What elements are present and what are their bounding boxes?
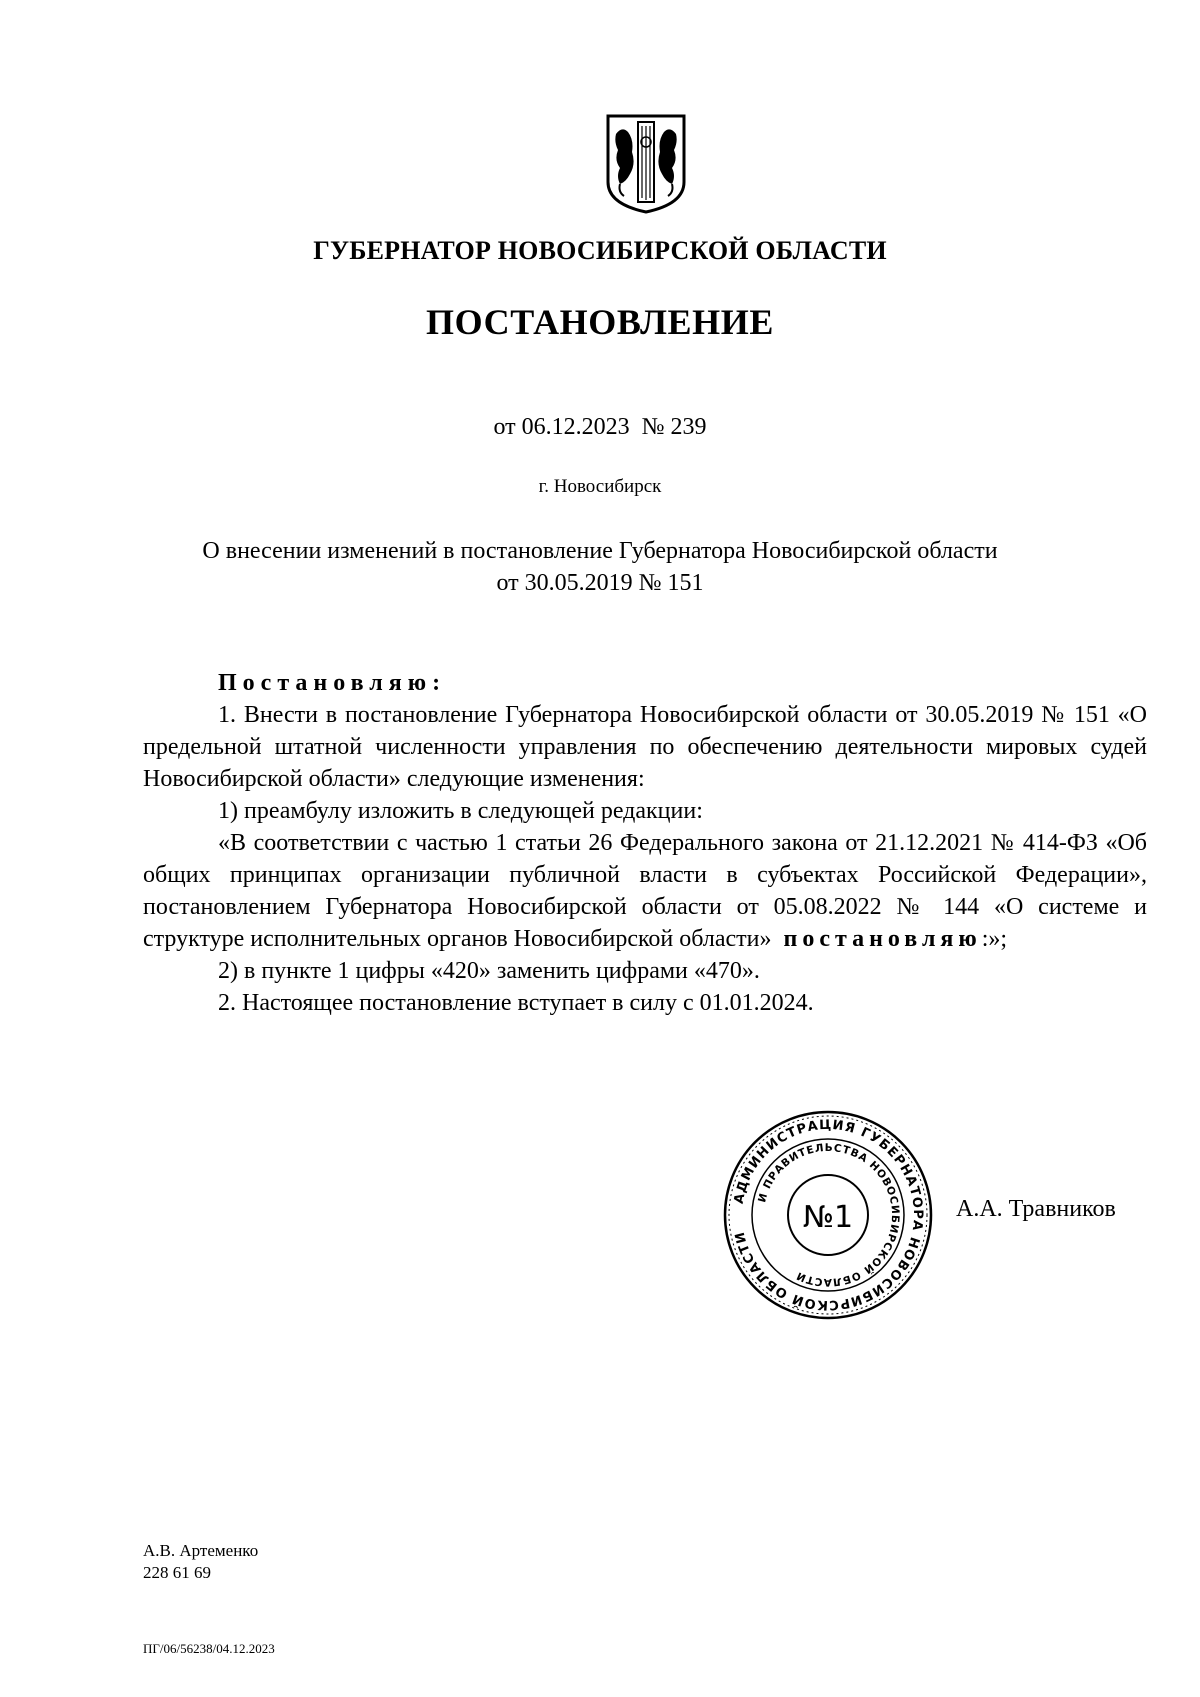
executor-phone: 228 61 69	[143, 1563, 211, 1582]
signatory-name: А.А. Травников	[956, 1196, 1116, 1222]
document-date-number: от 06.12.2023 № 239	[493, 414, 707, 440]
paragraph-1: 1. Внести в постановление Губернатора Новосибирской области от 30.05.2019 № 151 «О предельной штатной численности управления по обеспечению деятельности мировых судей Новосибирской области» следующие изменения:	[143, 702, 1147, 792]
paragraph-4: 2) в пункте 1 цифры «420» заменить цифрами «470».	[218, 958, 760, 984]
paragraph-3	[143, 827, 1147, 955]
paragraph-3-tail: :»;	[981, 926, 1008, 952]
official-seal-icon	[722, 1109, 934, 1321]
paragraph-3-decree: постановляю	[783, 926, 982, 952]
issuing-authority: ГУБЕРНАТОР НОВОСИБИРСКОЙ ОБЛАСТИ	[313, 236, 887, 265]
document-body	[143, 667, 1147, 1019]
seal-outer-text: АДМИНИСТРАЦИЯ ГУБЕРНАТОРА НОВОСИБИРСКОЙ ОБЛАСТИ	[731, 1117, 926, 1313]
document-city: г. Новосибирск	[538, 476, 662, 497]
subject-line-2: от 30.05.2019 № 151	[496, 570, 704, 596]
document-type-title: ПОСТАНОВЛЕНИЕ	[426, 302, 774, 342]
subject-line-1: О внесении изменений в постановление Губернатора Новосибирской области	[202, 538, 998, 564]
paragraph-3-text: «В соответствии с частью 1 статьи 26 Федерального закона от 21.12.2021 № 414-ФЗ «Об общих принципах организации публичной власти в субъектах Российской Федерации», постановлением Губернатора Новосибирской области от 05.08.2022 № 144 «О системе и структуре исполнительных органов Новосибирской области»	[143, 830, 1147, 952]
seal-inner-text: И ПРАВИТЕЛЬСТВА НОВОСИБИРСКОЙ ОБЛАСТИ	[756, 1141, 902, 1289]
seal-number: №1	[802, 1200, 854, 1235]
paragraph-2: 1) преамбулу изложить в следующей редакции:	[218, 798, 703, 824]
executor-name: А.В. Артеменко	[143, 1541, 259, 1560]
document-subject	[0, 535, 1200, 599]
coat-of-arms-icon	[604, 112, 688, 216]
executor-info	[143, 1540, 258, 1584]
paragraph-5: 2. Настоящее постановление вступает в силу с 01.01.2024.	[218, 990, 814, 1016]
document-code: ПГ/06/56238/04.12.2023	[143, 1641, 275, 1656]
decree-word: Постановляю:	[218, 670, 447, 696]
